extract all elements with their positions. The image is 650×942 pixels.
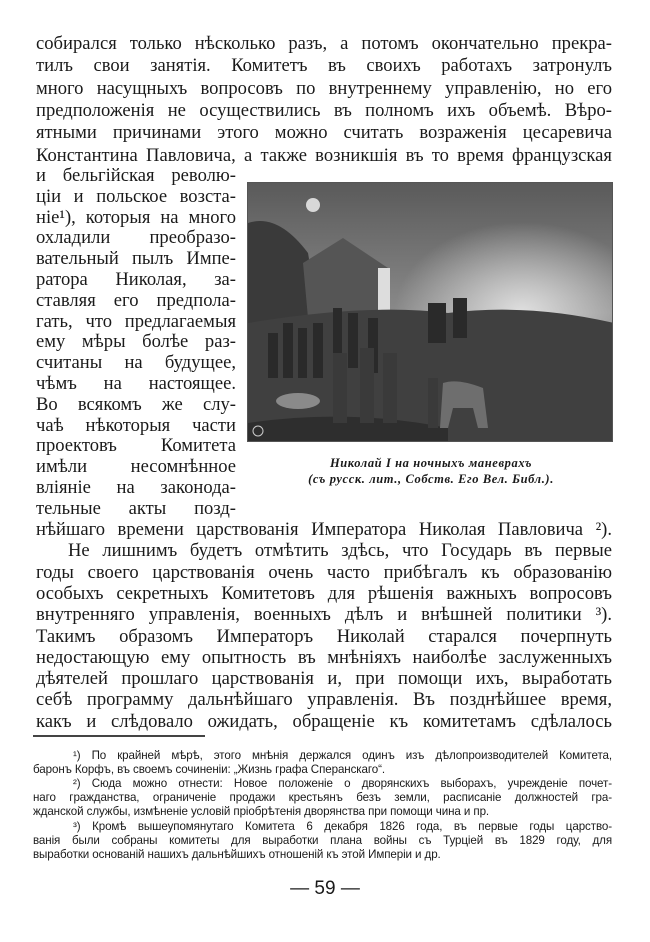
text-line: Константина Павловича, а также возникшія въ то время французская — [36, 144, 612, 166]
illustration-caption-source: (съ русск. лит., Собств. Его Вел. Библ.). — [308, 472, 554, 486]
footnote-line: наго гражданства, ограниченіе продажи крестьянъ безъ земли, расписаніе должностей гра- — [33, 791, 612, 805]
text-line: вліяніе на законода- — [36, 477, 236, 498]
illustration-caption-title: Николай I на ночныхъ маневрахъ — [329, 456, 533, 470]
footnote-line: жданской службы, измѣненіе условій пріобрѣтенія дворянства при помощи чина и пр. — [33, 805, 490, 819]
text-line: ставляя его предпола- — [36, 289, 236, 311]
text-line: ятными причинами этого можно считать возраженія цесаревича — [36, 122, 612, 144]
text-line: внутренняго управленія, военныхъ дѣлъ и внѣшней политики ³). — [36, 604, 612, 626]
text-line: охладили преобразо- — [36, 227, 236, 249]
text-line: чаѣ нѣкоторыя части — [36, 414, 236, 436]
text-line: Не лишнимъ будетъ отмѣтить здѣсь, что Государь въ первые — [68, 540, 612, 562]
footnote-line: ¹) По крайней мѣрѣ, этого мнѣнія держался одинъ изъ дѣлопроизводителей Комитета, — [73, 749, 612, 762]
text-line: тилъ свои занятія. Комитетъ въ своихъ работахъ затронулъ — [36, 55, 612, 77]
text-line: и бельгійская револю- — [36, 165, 236, 186]
page-number: — 59 — — [290, 878, 360, 899]
text-line: какъ и слѣдовало ожидать, обращеніе къ комитетамъ сдѣлалось — [36, 710, 612, 732]
illustration-night-maneuvers — [247, 182, 613, 442]
text-line: имѣли несомнѣнное — [36, 456, 236, 478]
text-line: предположенія не осуществились въ полномъ ихъ объемѣ. Вѣро- — [36, 99, 612, 121]
text-line: недостающую ему опытность въ мнѣніяхъ наиболѣе заслуженныхъ — [36, 646, 612, 668]
text-line: Такимъ образомъ Императоръ Николай старался почерпнуть — [36, 625, 612, 647]
text-line: считаны на будущее, — [36, 352, 236, 374]
footnote-line: ³) Кромѣ вышеупомянутаго Комитета 6 декабря 1826 года, въ первые годы царство- — [73, 819, 612, 833]
footnote-divider — [33, 735, 205, 737]
text-line: Во всякомъ же слу- — [36, 393, 236, 415]
text-line: много насущныхъ вопросовъ по внутреннему управленію, но его — [36, 77, 612, 99]
text-line: проектовъ Комитета — [36, 435, 236, 457]
footnote-line: выработки основаній нашихъ дальнѣйшихъ отношеній къ этой Имперіи и др. — [33, 847, 441, 861]
text-line: чѣмъ на настоящее. — [36, 373, 236, 394]
footnote-line: баронъ Корфъ, въ своемъ сочиненіи: „Жизнь графа Сперанскаго“. — [33, 763, 385, 777]
text-line: нѣйшаго времени царствованія Императора Николая Павловича ²). — [36, 519, 612, 540]
footnote-line: ванія были собраны комитеты для выработки плана войны съ Турціей въ 1829 году, для — [33, 833, 612, 847]
text-line: вательный пылъ Импе- — [36, 248, 236, 270]
text-line: гать, что предлагаемыя — [36, 310, 236, 332]
text-line: ніе¹), которыя на много — [36, 206, 236, 228]
text-line: годы своего царствованія очень часто прибѣгалъ къ образованію — [36, 561, 612, 583]
text-line: дѣятелей прошлаго царствованія и, при помощи ихъ, выработать — [36, 668, 612, 690]
text-line: себѣ программу дальнѣйшаго управленія. Въ позднѣйшее время, — [36, 689, 612, 711]
text-line: собирался только нѣсколько разъ, а потомъ окончательно прекра- — [36, 33, 612, 54]
text-line: ему мѣры болѣе раз- — [36, 331, 236, 353]
text-line: ціи и польское возста- — [36, 185, 236, 207]
moon-shape — [306, 198, 320, 212]
text-line: особыхъ секретныхъ Комитетовъ для рѣшенія важныхъ вопросовъ — [36, 582, 612, 604]
engraving-image — [248, 183, 613, 442]
text-line: тельные акты позд- — [36, 497, 236, 519]
footnote-line: ²) Сюда можно отнести: Новое положеніе о дворянскихъ выборахъ, учрежденіе почет- — [73, 777, 612, 791]
text-line: ратора Николая, за- — [36, 269, 236, 290]
